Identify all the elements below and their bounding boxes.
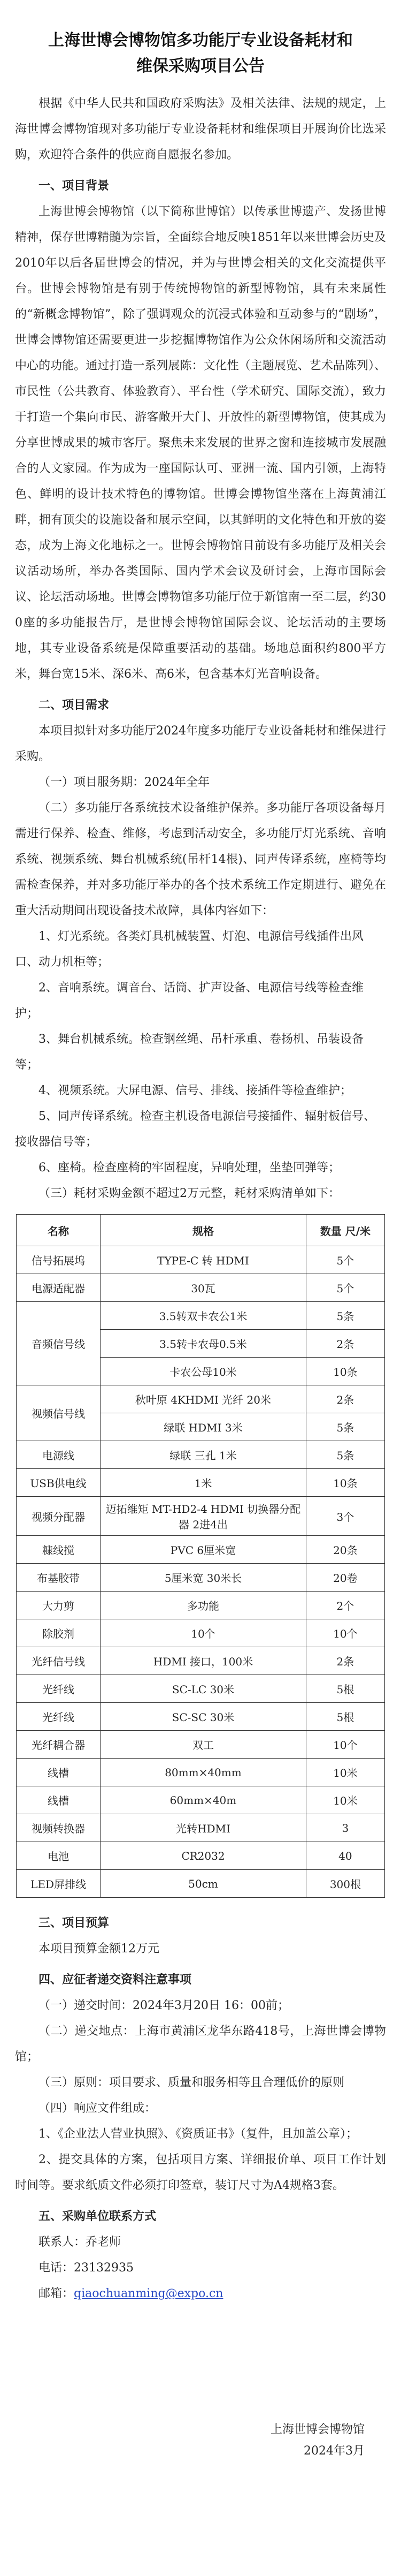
table-row bbox=[17, 1246, 385, 1274]
cell-spec: 光转HDMI bbox=[101, 1814, 306, 1842]
maintenance-item: 1、灯光系统。各类灯具机械装置、灯泡、电源信号线插件出风口、动力机柜等； bbox=[15, 930, 364, 969]
announcement-page bbox=[15, 0, 386, 2462]
cell-spec: 30瓦 bbox=[101, 1274, 306, 1302]
cell-spec: 1米 bbox=[101, 1469, 306, 1497]
submit-place: （二）递交地点：上海市黄浦区龙华东路418号，上海世博会博物馆； bbox=[15, 2025, 386, 2064]
cell-qty: 10米 bbox=[306, 1786, 384, 1814]
cell-spec: 3.5转双卡农公1米 bbox=[101, 1302, 306, 1330]
contact-person: 联系人：乔老师 bbox=[38, 2236, 121, 2249]
cell-qty: 10米 bbox=[306, 1759, 384, 1786]
table-row bbox=[17, 1870, 385, 1898]
cell-spec: SC-SC 30米 bbox=[101, 1703, 306, 1731]
signature-date: 2024年3月 bbox=[304, 2444, 365, 2458]
cell-qty: 2条 bbox=[306, 1385, 384, 1413]
intro-paragraph: 根据《中华人民共和国政府采购法》及相关法律、法规的规定，上海世博会博物馆现对多功能厅专业设备耗材和维保项目开展询价比选采购，欢迎符合条件的供应商自愿报名参加。 bbox=[15, 97, 386, 162]
table-row bbox=[17, 1441, 385, 1469]
section-heading-budget: 三、项目预算 bbox=[38, 1916, 110, 1930]
cell-name: 线槽 bbox=[17, 1759, 101, 1786]
cell-name: 电池 bbox=[17, 1842, 101, 1870]
cell-spec: 80mm×40mm bbox=[101, 1759, 306, 1786]
cell-qty: 10条 bbox=[306, 1358, 384, 1385]
cell-qty: 20卷 bbox=[306, 1564, 384, 1592]
maintenance-item: 3、舞台机械系统。检查钢丝绳、吊杆承重、卷扬机、吊装设备等； bbox=[15, 1033, 364, 1072]
cell-name: 光纤信号线 bbox=[17, 1647, 101, 1675]
cell-spec: SC-LC 30米 bbox=[101, 1675, 306, 1703]
contact-email-line bbox=[15, 2281, 386, 2307]
title-line-1: 上海世博会博物馆多功能厅专业设备耗材和 bbox=[48, 31, 353, 50]
cell-spec: 多功能 bbox=[101, 1592, 306, 1619]
table-row bbox=[17, 1274, 385, 1302]
cell-spec: CR2032 bbox=[101, 1842, 306, 1870]
section-heading-needs: 二、项目需求 bbox=[38, 699, 110, 712]
email-link[interactable]: qiaochuanming@expo.cn bbox=[74, 2287, 223, 2300]
needs-intro: 本项目拟针对多功能厅2024年度多功能厅专业设备耗材和维保进行采购。 bbox=[15, 724, 386, 763]
table-row bbox=[17, 1497, 385, 1536]
cell-name: 糠线搅 bbox=[17, 1536, 101, 1564]
response-item: 1、《企业法人营业执照》、《资质证书》（复件，且加盖公章）； bbox=[38, 2127, 358, 2141]
cell-spec: 5厘米宽 30米长 bbox=[101, 1564, 306, 1592]
table-row bbox=[17, 1814, 385, 1842]
maintenance-item: 6、座椅。检查座椅的牢固程度，异响处理，坐垫回弹等； bbox=[38, 1161, 340, 1175]
cell-spec: 10个 bbox=[101, 1619, 306, 1647]
cell-qty: 2个 bbox=[306, 1592, 384, 1619]
section-heading-contact: 五、采购单位联系方式 bbox=[38, 2210, 157, 2223]
cell-spec: PVC 6厘米宽 bbox=[101, 1536, 306, 1564]
table-row bbox=[17, 1647, 385, 1675]
cell-qty: 5个 bbox=[306, 1246, 384, 1274]
cell-spec: 秋叶原 4KHDMI 光纤 20米 bbox=[101, 1385, 306, 1413]
cell-qty: 5根 bbox=[306, 1675, 384, 1703]
table-row bbox=[17, 1759, 385, 1786]
cell-name: 大力剪 bbox=[17, 1592, 101, 1619]
cell-spec: 绿联 HDMI 3米 bbox=[101, 1413, 306, 1441]
cell-name: 布基胶带 bbox=[17, 1564, 101, 1592]
cell-name: 光纤线 bbox=[17, 1703, 101, 1731]
table-row bbox=[17, 1469, 385, 1497]
cell-spec: TYPE-C 转 HDMI bbox=[101, 1246, 306, 1274]
cell-spec: HDMI 接口，100米 bbox=[101, 1647, 306, 1675]
cell-name: 音频信号线 bbox=[17, 1302, 101, 1385]
title-line-2: 维保采购项目公告 bbox=[136, 57, 265, 75]
table-row bbox=[17, 1842, 385, 1870]
table-row bbox=[17, 1731, 385, 1759]
cell-spec: 卡农公母10米 bbox=[101, 1358, 306, 1385]
table-row bbox=[17, 1592, 385, 1619]
section-heading-background: 一、项目背景 bbox=[38, 179, 110, 193]
table-row bbox=[17, 1385, 385, 1413]
table-row bbox=[17, 1675, 385, 1703]
cell-name: LED屏排线 bbox=[17, 1870, 101, 1898]
cell-name: 视频分配器 bbox=[17, 1497, 101, 1536]
table-header-row bbox=[17, 1215, 385, 1246]
selection-principle: （三）原则：项目要求、质量和服务相等且合理低价的原则 bbox=[38, 2076, 345, 2089]
cell-qty: 2条 bbox=[306, 1647, 384, 1675]
cell-qty: 300根 bbox=[306, 1870, 384, 1898]
maintenance-item: 5、同声传译系统。检查主机设备电源信号接插件、辐射板信号、接收器信号等； bbox=[15, 1110, 375, 1149]
cell-qty: 5个 bbox=[306, 1274, 384, 1302]
table-row bbox=[17, 1619, 385, 1647]
materials-intro: （三）耗材采购金额不超过2万元整，耗材采购清单如下： bbox=[38, 1187, 340, 1200]
cell-name: 光纤耦合器 bbox=[17, 1731, 101, 1759]
maintenance-item: 2、音响系统。调音台、话筒、扩声设备、电源信号线等检查维护； bbox=[15, 981, 364, 1020]
cell-name: 光纤线 bbox=[17, 1675, 101, 1703]
table-row bbox=[17, 1302, 385, 1330]
cell-qty: 5条 bbox=[306, 1441, 384, 1469]
background-paragraph: 上海世博会博物馆（以下简称世博馆）以传承世博遗产、发扬世博精神，保存世博精髓为宗旨，全面综合地反映1851年以来世博会历史及2010年以后各届世博会的情况，并为与世博会相关的文化交流提供平台。世博会博物馆是有别于传统博物馆的新型博物馆，具有未来属性的“新概念博物馆”，除了强调观众的沉浸式体验和互动参与的“剧场”，世博会博物馆还需要更进一步挖掘博物馆作为公众休闲场所和交流活动中心的功能。通过打造一系列展陈：文化性（主题展览、艺术品陈列）、市民性（公共教育、体验教育）、平台性（学术研究、国际交流），致力于打造一个集向市民、游客敞开大门、开放性的新型博物馆，使其成为分享世博成果的城市客厅。聚焦未来发展的世界之窗和连接城市发展融合的人文家园。作为成为一座国际认可、亚洲一流、国内引领，上海特色、鲜明的设计技术特色的博物馆。世博会博物馆坐落在上海黄浦江畔，拥有顶尖的设施设备和展示空间，以其鲜明的文化特色和开放的姿态，成为上海文化地标之一。世博会博物馆目前设有多功能厅及相关会议活动场所，举办各类国际、国内学术会议及研讨会，上海市国际会议、论坛活动场地。世博会博物馆多功能厅位于新馆南一至二层，约300座的多功能报告厅，是世博会博物馆国际会议、论坛活动的主要场地，其专业设备系统是保障重要活动的基础。场地总面积约800平方米，舞台宽15米、深6米、高6米，包含基本灯光音响设备。 bbox=[15, 205, 386, 681]
cell-name: 除胶剂 bbox=[17, 1619, 101, 1647]
response-item: 2、提交具体的方案，包括项目方案、详细报价单、项目工作计划时间等。要求纸质文件必须打印签章，装订尺寸为A4规格3套。 bbox=[15, 2153, 386, 2192]
cell-qty: 5条 bbox=[306, 1413, 384, 1441]
cell-qty: 5根 bbox=[306, 1703, 384, 1731]
cell-qty: 40 bbox=[306, 1842, 384, 1870]
email-label: 邮箱： bbox=[38, 2287, 74, 2300]
signature-org: 上海世博会博物馆 bbox=[270, 2423, 365, 2436]
budget-text: 本项目预算金额12万元 bbox=[38, 1942, 159, 1956]
cell-qty: 5条 bbox=[306, 1302, 384, 1330]
cell-name: 电源线 bbox=[17, 1441, 101, 1469]
service-period: （一）项目服务期：2024年全年 bbox=[38, 776, 210, 789]
cell-name: 线槽 bbox=[17, 1786, 101, 1814]
cell-qty: 2条 bbox=[306, 1330, 384, 1358]
cell-spec: 双工 bbox=[101, 1731, 306, 1759]
cell-qty: 20条 bbox=[306, 1536, 384, 1564]
maintenance-item: 4、视频系统。大屏电源、信号、排线、接插件等检查维护； bbox=[38, 1084, 352, 1097]
materials-table bbox=[16, 1214, 385, 1898]
table-row bbox=[17, 1786, 385, 1814]
cell-spec: 50cm bbox=[101, 1870, 306, 1898]
cell-name: 信号拓展坞 bbox=[17, 1246, 101, 1274]
header-qty: 数量 尺/米 bbox=[306, 1215, 384, 1246]
cell-qty: 10个 bbox=[306, 1731, 384, 1759]
cell-name: USB供电线 bbox=[17, 1469, 101, 1497]
contact-phone: 电话：23132935 bbox=[38, 2261, 134, 2275]
cell-name: 视频转换器 bbox=[17, 1814, 101, 1842]
cell-spec: 60mm×40m bbox=[101, 1786, 306, 1814]
table-row bbox=[17, 1564, 385, 1592]
cell-qty: 3 bbox=[306, 1814, 384, 1842]
cell-qty: 3个 bbox=[306, 1497, 384, 1536]
cell-qty: 10条 bbox=[306, 1469, 384, 1497]
cell-spec: 3.5转卡农母0.5米 bbox=[101, 1330, 306, 1358]
cell-spec: 绿联 三孔 1米 bbox=[101, 1441, 306, 1469]
cell-name: 电源适配器 bbox=[17, 1274, 101, 1302]
announcement-title bbox=[31, 28, 370, 79]
cell-qty: 10个 bbox=[306, 1619, 384, 1647]
table-row bbox=[17, 1703, 385, 1731]
maintenance-item-list bbox=[15, 924, 386, 1181]
service-detail: （二）多功能厅各系统技术设备维护保养。多功能厅各项设备每月需进行保养、检查、维修，考虑到活动安全，多功能厅灯光系统、音响系统、视频系统、舞台机械系统(吊杆14根)、同声传译系统，座椅等均需检查保养，并对多功能厅举办的各个技术系统工作定期进行、避免在重大活动期间出现设备技术故障，具体内容如下： bbox=[15, 801, 386, 918]
response-heading: （四）响应文件组成： bbox=[38, 2102, 157, 2115]
cell-spec: 迈拓维矩 MT-HD2-4 HDMI 切换器分配器 2进4出 bbox=[101, 1497, 306, 1536]
cell-name: 视频信号线 bbox=[17, 1385, 101, 1441]
header-name: 名称 bbox=[17, 1215, 101, 1246]
submit-time: （一）递交时间：2024年3月20日 16：00前； bbox=[38, 1999, 289, 2012]
table-row bbox=[17, 1536, 385, 1564]
header-spec: 规格 bbox=[101, 1215, 306, 1246]
section-heading-submission: 四、应征者递交资料注意事项 bbox=[38, 1973, 192, 1987]
